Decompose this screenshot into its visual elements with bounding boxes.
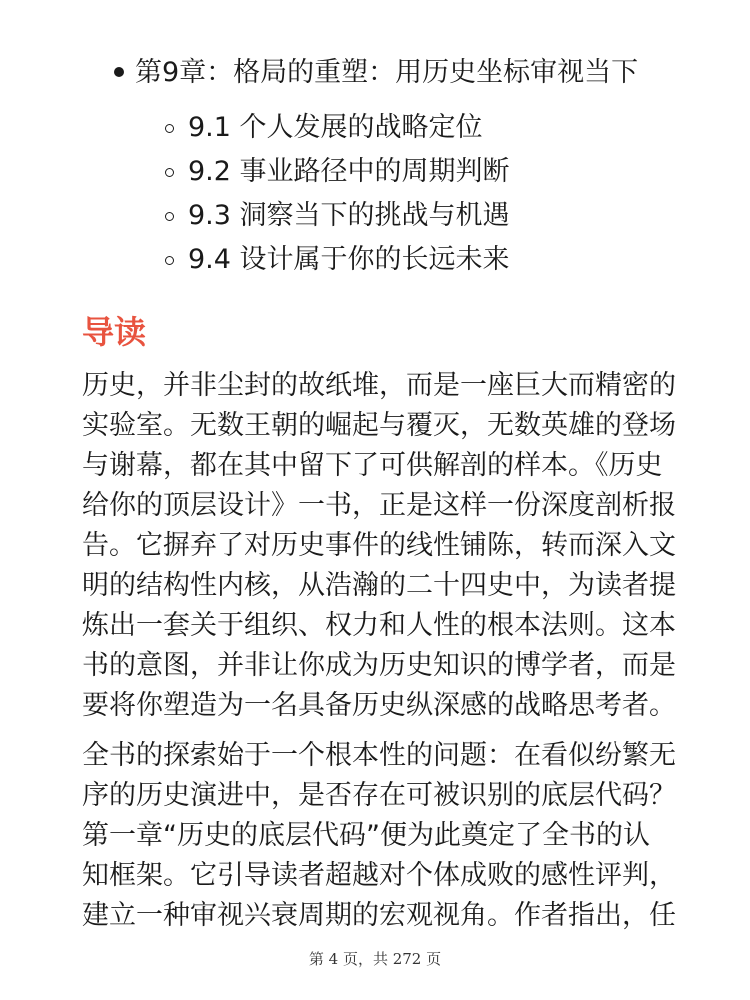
text-line: 实验室。无数王朝的崛起与覆灭，无数英雄的登场 xyxy=(82,410,676,441)
bullet-circle-icon xyxy=(165,212,174,221)
bullet-disc-icon xyxy=(114,67,124,77)
bullet-circle-icon xyxy=(165,256,174,265)
text-line: 告。它摒弃了对历史事件的线性铺陈，转而深入文 xyxy=(82,530,676,561)
text-line: 历史，并非尘封的故纸堆，而是一座巨大而精密的 xyxy=(82,370,676,401)
toc-section-item xyxy=(0,151,750,193)
bullet-circle-icon xyxy=(165,124,174,133)
toc-section-item xyxy=(0,107,750,149)
text-line: 序的历史演进中，是否存在可被识别的底层代码？ xyxy=(82,780,676,811)
toc-section-label: 9.1 个人发展的战略定位 xyxy=(188,112,483,143)
paragraph-second xyxy=(82,736,682,936)
toc-section-label: 9.4 设计属于你的长远未来 xyxy=(188,244,510,275)
text-line: 全书的探索始于一个根本性的问题：在看似纷繁无 xyxy=(82,740,676,771)
section-heading: 导读 xyxy=(82,313,147,351)
page-number-footer: 第 4 页，共 272 页 xyxy=(308,950,442,968)
toc-section-label: 9.2 事业路径中的周期判断 xyxy=(188,156,510,187)
text-line: 给你的顶层设计》一书，正是这样一份深度剖析报 xyxy=(82,490,676,521)
text-line: 建立一种审视兴衰周期的宏观视角。作者指出，任 xyxy=(82,900,676,931)
toc-section-item xyxy=(0,239,750,281)
text-line: 第一章“历史的底层代码”便为此奠定了全书的认 xyxy=(82,820,650,851)
text-line: 要将你塑造为一名具备历史纵深感的战略思考者。 xyxy=(82,690,676,721)
toc-chapter-title: 第9章：格局的重塑：用历史坐标审视当下 xyxy=(135,57,639,88)
text-line: 知框架。它引导读者超越对个体成败的感性评判， xyxy=(82,860,676,891)
bullet-circle-icon xyxy=(165,168,174,177)
toc-section-label: 9.3 洞察当下的挑战与机遇 xyxy=(188,200,510,231)
text-line: 明的结构性内核，从浩瀚的二十四史中，为读者提 xyxy=(82,570,676,601)
text-line: 书的意图，并非让你成为历史知识的博学者，而是 xyxy=(82,650,676,681)
toc-section-item xyxy=(0,195,750,237)
text-line: 炼出一套关于组织、权力和人性的根本法则。这本 xyxy=(82,610,676,641)
text-line: 与谢幕，都在其中留下了可供解剖的样本。《历史 xyxy=(82,450,663,481)
paragraph-intro xyxy=(82,366,682,726)
